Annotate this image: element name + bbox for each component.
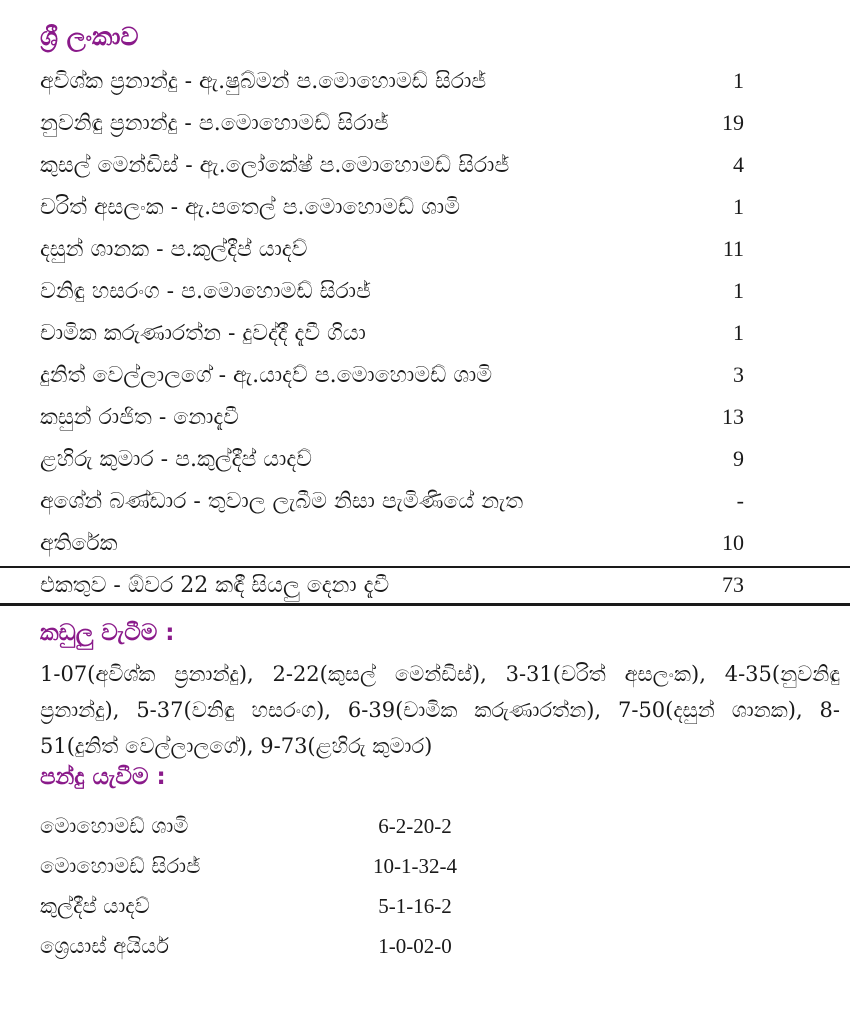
total-row (40, 566, 744, 604)
batsman-runs: 1 (733, 320, 744, 345)
batting-row (40, 146, 744, 184)
bowler-row (40, 848, 490, 884)
batting-row (40, 62, 744, 100)
fall-of-wickets-heading: කඩුලු වැටීම : (40, 620, 175, 646)
batsman-detail: අශේන් බණ්ඩාර - තුවාල ලැබීම නිසා පැමිණියේ නැත (40, 488, 524, 514)
batting-row (40, 398, 744, 436)
bowler-name: ශ්‍රෙයාස් අයියර් (40, 933, 169, 958)
batsman-runs: 11 (722, 236, 744, 261)
bowler-figures: 10-1-32-4 (373, 853, 457, 878)
bowler-name: මොහොමඩ් ශාමි (40, 813, 189, 838)
bowler-row (40, 808, 490, 844)
batting-row (40, 104, 744, 142)
bowler-figures: 1-0-02-0 (378, 933, 452, 958)
batting-row (40, 272, 744, 310)
batsman-detail: අවිශ්ක ප්‍රනාන්දු - ඇ.ෂුබ්මන් ප.මොහොමඩ් සිරාජ් (40, 68, 487, 94)
batting-row (40, 230, 744, 268)
batsman-detail: කුසල් මෙන්ඩිස් - ඇ.ලෝකේෂ් ප.මොහොමඩ් සිරාජ් (40, 152, 510, 178)
batsman-detail: චාමික කරුණාරත්න - දුවද්දී දැවී ගියා (40, 320, 366, 346)
fall-of-wickets-text: 1-07(අවිශ්ක ප්‍රනාන්දු), 2-22(කුසල් මෙන්ඩිස්), 3-31(චරිත් අසලංක), 4-35(නුවනිඳු ප්‍රනාන්දු), 5-37(වනිඳු හසරංග), 6-39(චාමික කරුණාරත්න), 7-50(දසුන් ශානක), 8-51(දුනිත් වෙල්ලාලගේ), 9-73(ළහිරු කුමාර) (40, 662, 840, 758)
team-heading: ශ්‍රී ලංකාව (40, 22, 139, 51)
bowler-row (40, 928, 490, 964)
batsman-detail: ළහිරු කුමාර - ප.කුල්දීප් යාදව් (40, 446, 312, 472)
bowler-figures: 6-2-20-2 (378, 813, 452, 838)
batsman-runs: 3 (733, 362, 744, 387)
total-label: එකතුව - ඕවර 22 කඳී සියලු දෙනා දැවී (40, 572, 390, 598)
total-runs: 73 (722, 572, 744, 597)
batsman-runs: 13 (722, 404, 744, 429)
batsman-runs: 9 (733, 446, 744, 471)
batsman-detail: කසුන් රාජිත - නොදැවී (40, 404, 239, 430)
bowler-figures: 5-1-16-2 (378, 893, 452, 918)
batting-row (40, 188, 744, 226)
bowler-name: කුල්දීප් යාදව් (40, 893, 150, 918)
batsman-detail: වනිඳු හසරංග - ප.මොහොමඩ් සිරාජ් (40, 278, 371, 304)
batting-row (40, 356, 744, 394)
batsman-detail: දුනිත් වෙල්ලාලගේ - ඇ.යාදව් ප.මොහොමඩ් ශාමි (40, 362, 493, 388)
extras-runs: 10 (722, 530, 744, 555)
batsman-detail: නුවනිඳු ප්‍රනාන්දු - ප.මොහොමඩ් සිරාජ් (40, 110, 389, 136)
batsman-runs: 1 (733, 278, 744, 303)
batsman-runs: 4 (733, 152, 744, 177)
batting-row (40, 314, 744, 352)
batsman-runs: - (736, 488, 744, 513)
batsman-runs: 19 (722, 110, 744, 135)
batsman-runs: 1 (733, 194, 744, 219)
batting-row (40, 440, 744, 478)
batsman-detail: දසුන් ශානක - ප.කුල්දීප් යාදව් (40, 236, 308, 262)
bowler-row (40, 888, 490, 924)
extras-label: අතිරේක (40, 530, 118, 556)
batsman-runs: 1 (733, 68, 744, 93)
total-bottom-rule (0, 603, 850, 606)
bowling-heading: පන්දු යැවීම : (40, 764, 166, 790)
bowler-name: මොහොමඩ් සිරාජ් (40, 853, 201, 878)
extras-row (40, 524, 744, 562)
batting-row (40, 482, 744, 520)
batsman-detail: චරිත් අසලංක - ඇ.පතෙල් ප.මොහොමඩ් ශාමි (40, 194, 460, 220)
